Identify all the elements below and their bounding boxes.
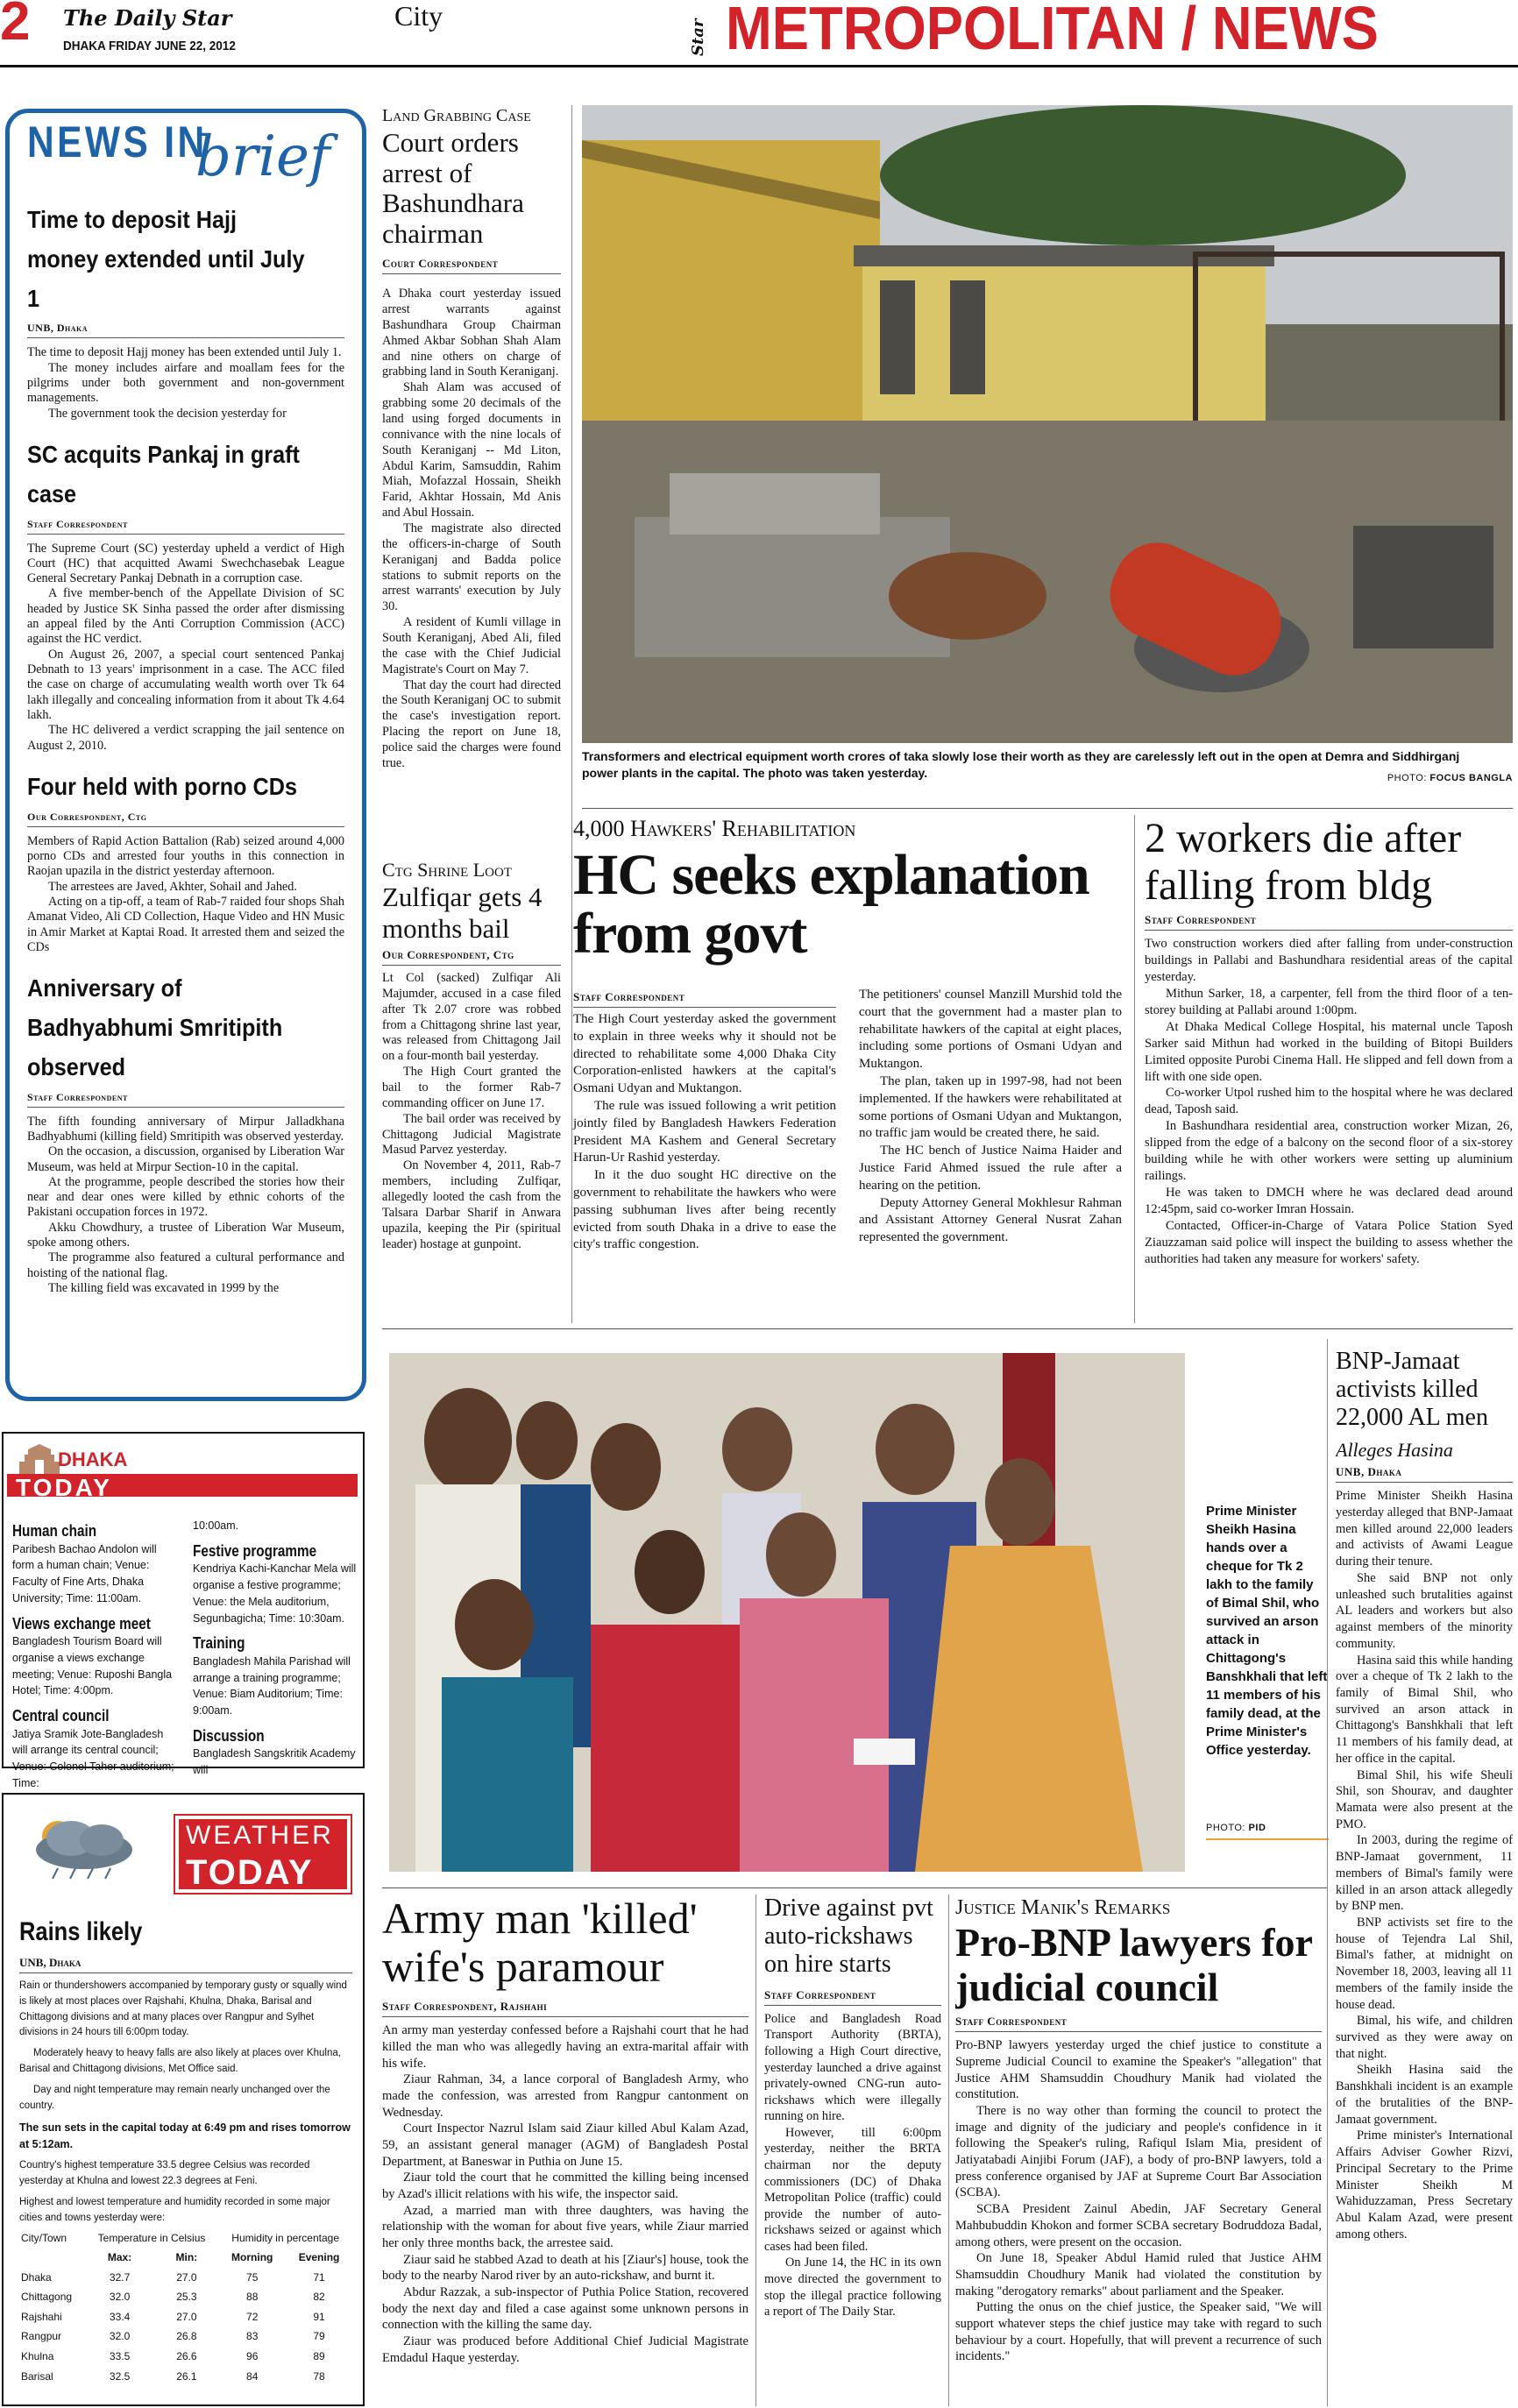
brief-headline: Four held with porno CDs — [27, 772, 297, 800]
army-headline: Army man 'killed' wife's paramour — [382, 1895, 698, 1991]
weather-byline — [19, 1954, 352, 1973]
weather-box — [2, 1793, 365, 2406]
land-kicker: Land Grabbing Case — [382, 106, 531, 125]
photo2-credit — [1206, 1823, 1329, 1840]
brief-paragraph: On the occasion, a discussion, organised by Liberation War Museum, was held at Mirpur Section-10 in the capital. — [27, 1144, 344, 1174]
ctg-paragraph: The bail order was received by Chittagong Judicial Magistrate Masud Parvez yesterday. — [382, 1111, 561, 1158]
workers-headline: 2 workers die after falling from bldg — [1145, 815, 1462, 909]
dhaka-today-item-text: Jatiya Sramik Jote-Bangladesh will arrange its central council; Venue: Colonel Taher auditorium; Time: — [12, 1727, 174, 1789]
workers-paragraph: He was taken to DMCH where he was declared dead around 12:45pm, said co-worker Imran Hossain. — [1145, 1186, 1513, 1217]
weather-cell: 88 — [246, 2291, 259, 2304]
dhaka-today-item-head: Discussion — [193, 1726, 265, 1745]
weather-row — [19, 2268, 352, 2288]
brief-paragraph: The government took the decision yesterday for — [48, 406, 287, 421]
army-paragraph: Ziaur told the court that he committed the killing being incensed by Azad's illicit relations with his wife, the inspector said. — [382, 2171, 748, 2201]
weather-row — [19, 2347, 352, 2367]
manik-headline: Pro-BNP lawyers for judicial council — [955, 1920, 1313, 2009]
weather-col-max: Max: — [107, 2251, 132, 2264]
weather-table — [19, 2228, 352, 2387]
manik-byline: Staff Correspondent — [955, 2015, 1322, 2032]
ctg-paragraph: On November 4, 2011, Rab-7 members, including Zulfiqar, allegedly looted the cash from the Talsara Darbar Sharif in Anwara upazila, keeping the Pir (spiritual leader) hostage at gunpoint. — [382, 1158, 561, 1251]
workers-body — [1145, 936, 1513, 1268]
brief-paragraph: On August 26, 2007, a special court sentenced Pankaj Debnath to 13 years' imprisonment in a case. The ACC filed the case on charge of accumulating wealth worth over Tk 64 lakh illegally and concealing information from it about Tk 4.64 lakh. — [27, 647, 344, 722]
workers-paragraph: Mithun Sarker, 18, a carpenter, fell from the third floor of a ten-storey building at Pallabi around 1:00pm. — [1145, 986, 1513, 1017]
bnp-paragraph: In 2003, during the regime of BNP-Jamaat government, 11 members of Bimal's family were killed in an arson attack allegedly by BNP men. — [1336, 1833, 1513, 1914]
dhaka-today-item-head: Central council — [12, 1707, 110, 1725]
ctg-body — [382, 971, 561, 1252]
weather-cell: Rangpur — [21, 2330, 62, 2343]
bnp-paragraph: Bimal, his wife, and children survived as they were away on that night. — [1336, 2014, 1513, 2061]
photo2-credit-name: PID — [1248, 1823, 1266, 1833]
dhaka-today-item-text: Paribesh Bachao Andolon will form a human chain; Venue: Faculty of Fine Arts, Dhaka University; Time: 11:00am. — [12, 1542, 157, 1604]
dhaka-today-item-text: 10:00am. — [193, 1519, 239, 1532]
masthead-rule — [0, 65, 1518, 67]
weather-cell: 25.3 — [176, 2291, 197, 2304]
army-body — [382, 2022, 748, 2366]
drive-headline: Drive against pvt auto-rickshaws on hire starts — [764, 1895, 933, 1979]
photo1-credit-name: FOCUS BANGLA — [1429, 773, 1513, 783]
photo1-credit — [1227, 773, 1513, 785]
dhaka-today-item-text: Bangladesh Tourism Board will organise a views exchange meeting; Venue: Ruposhi Bangla Hotel; Time: 4:00pm. — [12, 1635, 173, 1697]
manik-kicker: Justice Manik's Remarks — [955, 1896, 1171, 1919]
manik-paragraph: On June 18, Speaker Abdul Hamid ruled that Justice AHM Shamsuddin Choudhury Manik had violated the constitution by making "derogatory remarks" about parliament and the Speaker. — [955, 2251, 1322, 2298]
workers-paragraph: In Bashundhara residential area, construction worker Mizan, 26, slipped from the edge of a balcony on the second floor of a six-storey building while he with other workers were setting up aluminium railings. — [1145, 1119, 1513, 1184]
column-rule-2 — [1134, 815, 1135, 1323]
brief-paragraph: The arrestees are Javed, Akhter, Sohail and Jahed. — [48, 879, 297, 894]
drive-article — [764, 1895, 941, 2406]
workers-paragraph: Two construction workers died after falling from under-construction buildings in Pallabi and Bashundhara residential areas of the capital yesterday. — [1145, 936, 1513, 984]
bnp-subhead: Alleges Hasina — [1336, 1438, 1453, 1461]
weather-cell: 27.0 — [176, 2310, 197, 2323]
column-rule-1 — [571, 105, 572, 1323]
army-paragraph: Ziaur Rahman, 34, a lance corporal of Bangladesh Army, who made the confession, was arrested from Rangpur cantonment on Wednesday. — [382, 2072, 748, 2120]
brief-paragraph: The money includes airfare and moallam fees for the pilgrims under both government and non-government managements. — [27, 360, 344, 406]
dhaka-today-item-text: Bangladesh Mahila Parishad will arrange a training programme; Venue: Biam Auditorium; Time: 9:00am. — [193, 1654, 351, 1717]
justice-manik-article — [955, 1895, 1322, 2406]
weather-cell: 33.5 — [109, 2350, 131, 2363]
weather-cell: 32.7 — [109, 2270, 131, 2284]
weather-cell: 78 — [313, 2369, 325, 2383]
ctg-kicker: Ctg Shrine Loot — [382, 859, 512, 881]
land-body — [382, 287, 561, 772]
brief-byline: Staff Correspondent — [27, 518, 344, 535]
bnp-paragraph: She said BNP not only unleashed such brutalities against AL leaders and workers but also against members of the minority community. — [1336, 1570, 1513, 1651]
weather-title: WEATHER — [186, 1821, 334, 1850]
bnp-paragraph: Prime minister's International Affairs Adviser Gowher Rizvi, Principal Secretary to the Prime Minister Sheikh M Wahiduzzaman, Press Secretary Abul Kalam Azad, were present among others. — [1336, 2128, 1513, 2242]
brief-paragraph: The programme also featured a cultural performance and hoisting of the national flag. — [27, 1250, 344, 1280]
brief-paragraph: The Supreme Court (SC) yesterday upheld a verdict of High Court (HC) that acquitted Awami Swechchasebak League General Secretary Pankaj Debnath in a corruption case. — [27, 541, 344, 586]
army-man-article — [382, 1895, 748, 2406]
weather-cell: 32.5 — [109, 2369, 131, 2383]
hasina-cheque-photo — [389, 1353, 1185, 1872]
column-rule-4 — [755, 1895, 756, 2406]
hawkers-col-1 — [573, 1011, 836, 1254]
weather-paragraph: Rain or thundershowers accompanied by temporary gusty or squally wind is likely at most places over Rajshahi, Khulna, Dhaka, Barisal and Chittagong divisions and at many places over Rangpur and Sylhet divisions in 24 hours till 6:00pm today. — [19, 1980, 347, 2038]
paper-name: The Daily Star — [63, 5, 232, 31]
army-paragraph: Court Inspector Nazrul Islam said Ziaur killed Abul Kalam Azad, 59, an assistant general manager (AGM) of Bangladesh Postal Department, at Baneswar in Puthia on June 15. — [382, 2121, 748, 2169]
ctg-paragraph: The High Court granted the bail to the former Rab-7 commanding officer on June 17. — [382, 1065, 561, 1110]
dhaka-today-item-text: Kendriya Kachi-Kanchar Mela will organise a festive programme; Venue: the Mela auditorium, Segunbagicha; Time: 10:30am. — [193, 1562, 357, 1625]
bnp-jamaat-article — [1336, 1348, 1513, 2406]
brief-title: brief — [195, 124, 330, 189]
weather-col-blank — [19, 2248, 85, 2268]
weather-row — [19, 2287, 352, 2307]
weather-cell: 79 — [313, 2330, 325, 2343]
hawkers-paragraph: In it the duo sought HC directive on the government to rehabilitate the hawkers who were passing subhuman lives after being recently evicted from south Dhaka in a drive to ease the city's traffic congestion. — [573, 1168, 836, 1252]
brief-headline: SC acquits Pankaj in graft case — [27, 440, 300, 507]
weather-byline-text: UNB, Dhaka — [19, 1956, 82, 1969]
drive-paragraph: Police and Bangladesh Road Transport Authority (BRTA), following a High Court directive, yesterday launched a drive against privately-owned CNG-run auto-rickshaws which were illegally running on hire. — [764, 2011, 941, 2124]
manik-paragraph: Putting the onus on the chief justice, the Speaker said, "We will support whatever steps the chief justice may take with regard to such behaviour by a court. Hopefully, that will prevent a recurrence of such incidents." — [955, 2300, 1322, 2364]
land-byline: Court Correspondent — [382, 257, 561, 274]
hawkers-paragraph: Deputy Attorney General Mokhlesur Rahman and Assistant Attorney General Nusrat Zahan represented the government. — [859, 1195, 1122, 1245]
weather-col-humidity: Humidity in percentage — [231, 2231, 340, 2244]
workers-byline: Staff Correspondent — [1145, 913, 1513, 931]
army-paragraph: Azad, a married man with three daughters, was having the relationship with the woman for about five years, while Ziaur married her only three months back, the arrestee said. — [382, 2203, 748, 2250]
bnp-body — [1336, 1488, 1513, 2242]
brief-paragraph: The fifth founding anniversary of Mirpur Jalladkhana Badhyabhumi (killing field) Smritipith was observed yesterday. — [27, 1114, 344, 1144]
dhaka-today-item-head: Festive programme — [193, 1541, 317, 1560]
weather-cell: Rajshahi — [21, 2310, 62, 2323]
weather-cell: 32.0 — [109, 2330, 131, 2343]
hawkers-paragraph: The HC bench of Justice Naima Haider and Justice Farid Ahmed issued the rule after a hearing on the petition. — [859, 1144, 1122, 1193]
section-city: City — [394, 0, 443, 32]
ctg-byline: Our Correspondent, Ctg — [382, 948, 561, 966]
land-headline: Court orders arrest of Bashundhara chairman — [382, 127, 524, 250]
mid-rule — [382, 1328, 1513, 1329]
weather-col-city: City/Town — [21, 2231, 67, 2244]
weather-cell: 27.0 — [176, 2270, 197, 2284]
photo1-caption: Transformers and electrical equipment worth crores of taka slowly lose their worth as they are carelessly left out in the open at Demra and Siddhirganj power plants in the capital. The photo was taken yesterday. — [582, 749, 1460, 780]
manik-paragraph: SCBA President Zainul Abedin, JAF Secretary General Mahbubuddin Khokon and former SCBA secretary Bodruddoza Badal, among others, were present on the occasion. — [955, 2202, 1322, 2249]
weather-cell: 89 — [313, 2350, 325, 2363]
workers-article — [1145, 815, 1513, 1323]
weather-cell: 84 — [246, 2369, 259, 2383]
dhaka-today-item-head: Views exchange meet — [12, 1614, 151, 1632]
manik-paragraph: There is no way other than forming the council to protect the image and dignity of the judiciary and people's confidence in it following the Speaker's ruling, Rafiqul Islam Mia, president of Jatiyatabadi Ainjibi Forum (JAF), a body of pro-BNP lawyers, told a press conference organised by JAF at Supreme Court Bar Association (SCBA). — [955, 2104, 1322, 2200]
hawkers-byline: Staff Correspondent — [573, 990, 836, 1008]
dhaka-today-item-head: Human chain — [12, 1522, 97, 1540]
photo2-credit-label: PHOTO: — [1206, 1823, 1245, 1833]
weather-cell: Chittagong — [21, 2291, 73, 2304]
weather-today-title: TODAY — [186, 1853, 314, 1892]
dhaka-today-col-1 — [12, 1518, 181, 1799]
weather-cell: Barisal — [21, 2369, 53, 2383]
land-paragraph: A resident of Kumli village in South Keraniganj, Abed Ali, filed the case with the Chief Judicial Magistrate's Court on May 7. — [382, 615, 561, 676]
masthead — [0, 0, 1518, 67]
weather-cell: 82 — [313, 2291, 325, 2304]
weather-col-evening: Evening — [298, 2251, 340, 2264]
land-paragraph: A Dhaka court yesterday issued arrest warrants against Bashundhara Group Chairman Ahmed Akbar Sobhan Shah Alam and nine others on charge of grabbing land in South Keraniganj. — [382, 287, 561, 379]
drive-paragraph: However, till 6:00pm yesterday, neither the BRTA chairman nor the deputy commissioners (DC) of Dhaka Metropolitan Police (traffic) could provide the number of auto-rickshaws seized or against which cases had been filed. — [764, 2125, 941, 2254]
manik-body — [955, 2037, 1322, 2364]
army-paragraph: Abdur Razzak, a sub-inspector of Puthia Police Station, recovered body the next day and filed a case against some unknown persons in connection with the killing the same day. — [382, 2285, 748, 2333]
column-rule-5 — [948, 1895, 949, 2406]
bnp-paragraph: Hasina said this while handing over a cheque of Tk 2 lakh to the family of Bimal Shil, who survived an arson attack in Chittagong's Banshkhali that left 11 members of his family dead, at her office in the capital. — [1336, 1653, 1513, 1766]
weather-body — [19, 1979, 352, 2386]
brief-byline: UNB, Dhaka — [27, 322, 344, 338]
weather-cell: 91 — [313, 2310, 325, 2323]
weather-cell: Dhaka — [21, 2270, 52, 2284]
weather-cell: 96 — [246, 2350, 259, 2363]
weather-cloud-icon — [23, 1810, 145, 1880]
photo2-caption: Prime Minister Sheikh Hasina hands over a cheque for Tk 2 lakh to the family of Bimal Shil, who survived an arson attack in Chittagong's Banshkhali that left 11 members of his family dead, at the Prime Minister's Office yesterday. — [1206, 1504, 1328, 1758]
hawkers-col-2 — [859, 987, 1122, 1247]
army-paragraph: An army man yesterday confessed before a Rajshahi court that he had killed the man who was allegedly having an extra-marital affair with his wife. — [382, 2023, 748, 2071]
army-paragraph: Ziaur said he stabbed Azad to death at his [Ziaur's] house, took the body to the nearby Narod river by an auto-rickshaw, and burnt it. — [382, 2252, 748, 2284]
land-paragraph: That day the court had directed the South Keraniganj OC to submit the case's investigation report. Placing the report on June 18, police said the charges were found true. — [382, 677, 561, 770]
power-plant-illustration — [582, 105, 1513, 743]
brief-paragraph: A five member-bench of the Appellate Division of SC headed by Justice SK Sinha passed the order after dismissing an appeal filed by the Anti Corruption Commission (ACC) against the HC verdict. — [27, 586, 344, 647]
weather-cell: 83 — [246, 2330, 259, 2343]
weather-row — [19, 2307, 352, 2327]
hawkers-headline: HC seeks explanation from govt — [573, 842, 1089, 967]
hawkers-paragraph: The petitioners' counsel Manzill Murshid told the court that the government had a master plan to rehabilitate hawkers of the capital at eight places, including some portions of Osmani Udyan and Muktangon. — [859, 988, 1122, 1072]
weather-cell: 72 — [246, 2310, 259, 2323]
drive-body — [764, 2011, 941, 2320]
weather-cell: 26.1 — [176, 2369, 197, 2383]
weather-row — [19, 2327, 352, 2347]
weather-cell: 75 — [246, 2270, 259, 2284]
photo1-credit-label: PHOTO: — [1387, 773, 1427, 783]
dhaka-title: DHAKA — [58, 1448, 128, 1470]
brief-paragraph: The time to deposit Hajj money has been extended until July 1. — [27, 345, 342, 360]
army-byline: Staff Correspondent, Rajshahi — [382, 2000, 748, 2017]
dhaka-today-item-text: Bangladesh Sangskritik Academy will — [193, 1747, 356, 1776]
weather-row — [19, 2367, 352, 2387]
bnp-paragraph: BNP activists set fire to the house of Tejendra Lal Shil, Bimal's father, at midnight on November 18, 2003, leaving all 11 members of the family inside the house dead. — [1336, 1916, 1513, 2012]
bnp-paragraph: Prime Minister Sheikh Hasina yesterday alleged that BNP-Jamaat men killed around 22,000 leaders and activists of Awami League during their tenure. — [1336, 1489, 1513, 1569]
army-paragraph: Ziaur was produced before Additional Chief Judicial Magistrate Emdadul Haque yesterday. — [382, 2334, 748, 2365]
dhaka-today-label: TODAY — [16, 1474, 112, 1501]
drive-byline: Staff Correspondent — [764, 1988, 941, 2006]
brief-headline: Time to deposit Hajj money extended until July 1 — [27, 206, 305, 312]
weather-col-min: Min: — [175, 2251, 198, 2264]
news-in-title: NEWS IN — [27, 117, 208, 166]
brief-paragraph: The killing field was excavated in 1999 by the — [48, 1281, 280, 1296]
brief-paragraph: Members of Rapid Action Battalion (Rab) seized around 4,000 porno CDs and arrested four youths in this connection in Raojan upazila in the district yesterday afternoon. — [27, 833, 344, 879]
weather-table-intro: Highest and lowest temperature and humidity recorded in some major cities and towns yesterday were: — [19, 2196, 330, 2223]
workers-paragraph: Contacted, Officer-in-Charge of Vatara Police Station Syed Ziauzzaman said police will inspect the building to assess whether the authorities had taken any measure for workers' safety. — [1145, 1219, 1513, 1267]
ctg-shrine-article — [382, 859, 561, 1332]
star-logo: Star — [689, 18, 707, 56]
brief-byline: Our Correspondent, Ctg — [27, 811, 344, 827]
weather-cell: 26.6 — [176, 2350, 197, 2363]
weather-paragraph: Moderately heavy to heavy falls are also likely at places over Khulna, Barisal and Chittagong divisions, Met Office said. — [19, 2048, 341, 2075]
dhaka-today-box — [2, 1432, 365, 1789]
brief-paragraph: Akku Chowdhury, a trustee of Liberation War Museum, spoke among others. — [27, 1220, 344, 1250]
land-paragraph: Shah Alam was accused of grabbing some 20 decimals of the land using forged documents in connivance with the nine locals of South Keraniganj -- Md Liton, Abdul Karim, Samsuddin, Rahim Miah, Mofazzal Hossain, Sheikh Farid, Akhtar Hossain, Md Anis and Abul Hossain. — [382, 380, 561, 521]
weather-cell: 33.4 — [109, 2310, 131, 2323]
bnp-paragraph: Bimal Shil, his wife Sheuli Shil, son Shourav, and daughter Mamata were also present at the PMO. — [1336, 1767, 1513, 1831]
brief-paragraph: At the programme, people described the stories how their near and dear ones were killed by ethnic cohorts of the Pakistani occupation forces in 1972. — [27, 1174, 344, 1220]
power-plant-photo — [582, 105, 1513, 743]
brief-paragraph: Acting on a tip-off, a team of Rab-7 raided four shops Shah Amanat Video, Ali CD Collection, Haque Video and HN Music in Amir Market at Kaptai Road. It arrested them and seized the CDs — [27, 894, 344, 954]
weather-cell: 32.0 — [109, 2291, 131, 2304]
hawkers-paragraph: The rule was issued following a writ petition jointly filed by Bangladesh Hawkers Federation President MA Kashem and General Secretary Harun-Ur Rashid yesterday. — [573, 1098, 836, 1165]
lower-rule — [382, 1887, 1327, 1888]
weather-col-morning: Morning — [231, 2251, 273, 2264]
workers-paragraph: Co-worker Utpol rushed him to the hospital where he was declared dead, Taposh said. — [1145, 1086, 1513, 1117]
bnp-headline: BNP-Jamaat activists killed 22,000 AL men — [1336, 1348, 1488, 1432]
hawkers-article — [573, 815, 1125, 1323]
weather-cell: 71 — [313, 2270, 325, 2284]
weather-cell: Khulna — [21, 2350, 54, 2363]
weather-col-temp: Temperature in Celsius — [97, 2231, 206, 2244]
brief-paragraph: The HC delivered a verdict scrapping the jail sentence on August 2, 2010. — [27, 723, 344, 753]
bnp-paragraph: Sheikh Hasina said the Banshkhali incident is an example of the brutalities of the BNP-Jamaat government. — [1336, 2063, 1513, 2127]
section-title: METROPOLITAN / NEWS — [726, 0, 1379, 62]
dhaka-today-col-2 — [193, 1518, 361, 1786]
manik-paragraph: Pro-BNP lawyers yesterday urged the chief justice to constitute a Supreme Judicial Council to examine the Speaker's "allegation" that Justice AHM Shamsuddin Choudhury Manik had violated the constitution. — [955, 2038, 1322, 2102]
brief-items — [27, 201, 344, 1296]
brief-headline: Anniversary of Badhyabhumi Smritipith observed — [27, 974, 283, 1080]
dhaka-today-item-head: Training — [193, 1634, 245, 1653]
hawkers-paragraph: The High Court yesterday asked the government to explain in three weeks why it should not be directed to rehabilitate some 4,000 Dhaka City Corporation-enlisted hawkers at the capital's Osmani Udyan and Muktangon. — [573, 1012, 836, 1096]
weather-sun-times: The sun sets in the capital today at 6:49 pm and rises tomorrow at 5:12am. — [19, 2121, 351, 2150]
dateline: DHAKA FRIDAY JUNE 22, 2012 — [63, 39, 236, 53]
brief-byline: Staff Correspondent — [27, 1091, 344, 1108]
column-rule-3 — [1327, 1339, 1328, 2406]
hasina-cheque-illustration — [389, 1353, 1185, 1872]
hawkers-paragraph: The plan, taken up in 1997-98, had not been implemented. If the hawkers were rehabilitated at some portions of Osmani Udyan and Muktangon, no traffic jam would be created there, he said. — [859, 1073, 1122, 1141]
news-in-brief-box — [5, 109, 366, 1401]
ctg-paragraph: Lt Col (sacked) Zulfiqar Ali Majumder, accused in a case filed after Tk 2.07 crore was robbed from a Chittagong shrine last year, was released from Chittagong Jail on a four-month bail yesterday. — [382, 970, 561, 1064]
weather-highest: Country's highest temperature 33.5 degree Celsius was recorded yesterday at Khulna and lowest 22.3 degrees at Feni. — [19, 2160, 310, 2187]
photo1-rule — [582, 808, 1513, 809]
ctg-headline: Zulfiqar gets 4 months bail — [382, 882, 543, 945]
drive-paragraph: On June 14, the HC in its own move directed the government to stop the illegal practice following a report of The Daily Star. — [764, 2256, 941, 2319]
bnp-byline: UNB, Dhaka — [1336, 1465, 1513, 1483]
weather-cell: 26.8 — [176, 2330, 197, 2343]
weather-headline: Rains likely — [19, 1917, 143, 1946]
hawkers-kicker: 4,000 Hawkers' Rehabilitation — [573, 816, 856, 841]
weather-paragraph: Day and night temperature may remain nearly unchanged over the country. — [19, 2084, 330, 2111]
workers-paragraph: At Dhaka Medical College Hospital, his maternal uncle Taposh Sarker said Mithun had worked in the building of Bitopi Builders Limited opposite Purobi Cinema Hall. He slipped and fell down from a lift with one side open. — [1145, 1019, 1513, 1084]
land-paragraph: The magistrate also directed the officers-in-charge of South Keraniganj and Badda police stations to submit reports on the arrest warrants' execution by July 30. — [382, 521, 561, 614]
page-number: 2 — [0, 0, 31, 52]
